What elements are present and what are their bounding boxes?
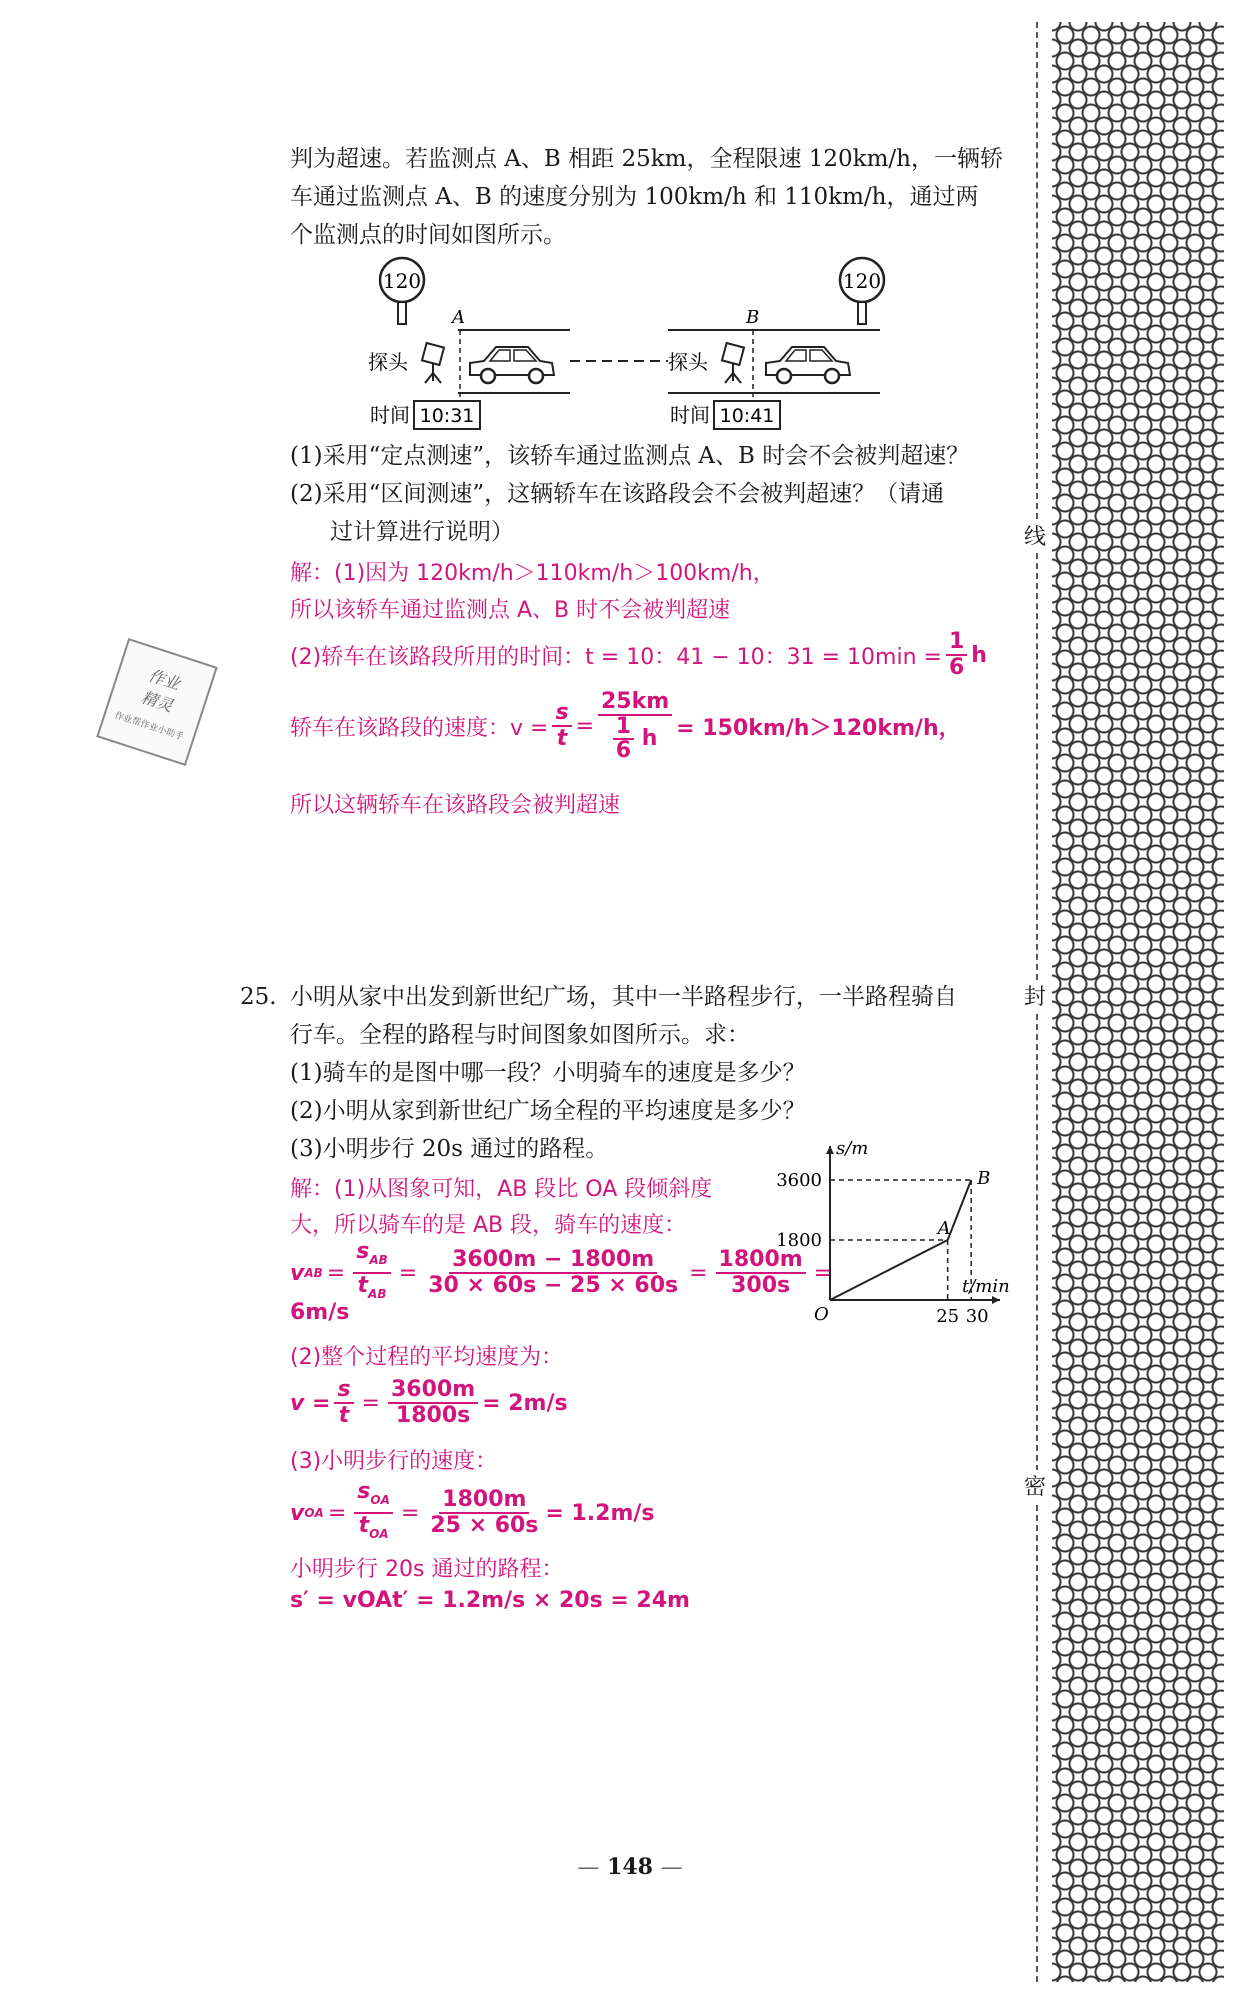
- q24-answer-line4-text: 轿车在该路段的速度：v =: [290, 715, 549, 741]
- page-number-value: 148: [607, 1854, 653, 1880]
- fraction-1800-over-1500: [427, 1488, 541, 1538]
- segment-ab: [948, 1180, 972, 1240]
- subscript: AB: [368, 1287, 387, 1301]
- car-icon-right: [766, 347, 850, 383]
- probe-label-right: 探头: [668, 350, 708, 374]
- q24-answer-line2: 所以该轿车通过监测点 A、B 时不会被判超速: [290, 598, 731, 623]
- q24-sub2-line1: (2)采用“区间测速”，这辆轿车在该路段会不会被判超速？（请通: [290, 481, 945, 507]
- fraction-numerator: 25km: [598, 690, 672, 716]
- q24-sub1: (1)采用“定点测速”，该轿车通过监测点 A、B 时会不会被判超速？: [290, 443, 970, 469]
- binding-pattern-strip: [1052, 22, 1224, 1982]
- fraction-denominator: t: [338, 1403, 350, 1428]
- fraction-one-sixth: [946, 630, 967, 680]
- unit-hour: h: [641, 726, 658, 751]
- q25-walk-equation: v OA = $\frac{s_{OA}}{t_{OA}}$ = $\frac{1800m}{25 \times 60s}$ = 1.2m/s: [290, 1480, 655, 1546]
- subscript: OA: [370, 1493, 390, 1507]
- x-tick-label: 25: [936, 1306, 960, 1327]
- avg-speed-result: = 2m/s: [482, 1390, 568, 1416]
- fraction-denominator: 6: [948, 655, 965, 680]
- fraction-s-over-t: [334, 1378, 353, 1428]
- fraction-denominator: [610, 716, 661, 762]
- q25-avg-equation: v = $\frac{s}{t}$ = $\frac{3600m}{1800s}$ = 2m/s: [290, 1377, 568, 1428]
- stamp-line3: 作业帮作业小助手: [113, 710, 185, 743]
- q25-result1: 6m/s: [290, 1300, 350, 1325]
- q24-intro-line: 个监测点的时间如图所示。: [290, 222, 566, 248]
- fraction-denominator: 30 × 60s − 25 × 60s: [428, 1273, 679, 1298]
- fraction-soa-over-toa: [354, 1480, 393, 1546]
- unit-hour: h: [971, 642, 987, 668]
- fraction-numerator: 1800m: [716, 1248, 806, 1274]
- x-axis-arrow: [992, 1296, 1000, 1304]
- fraction-numerator: 1: [946, 630, 967, 656]
- s-symbol: s: [356, 1239, 370, 1264]
- q25-answer-avg-label: (2)整个过程的平均速度为：: [290, 1345, 564, 1370]
- q25-intro-line1: 小明从家中出发到新世纪广场，其中一半路程步行，一半路程骑自: [290, 984, 957, 1010]
- v-symbol: v: [290, 1260, 305, 1286]
- point-b-label: B: [977, 1168, 991, 1189]
- subscript: OA: [369, 1527, 389, 1541]
- margin-label-line: 线: [1018, 520, 1052, 551]
- probe-label-left: 探头: [368, 350, 408, 374]
- time-value-right: 10:41: [719, 405, 775, 427]
- fraction-denominator: 300s: [731, 1273, 791, 1298]
- q25-sub1: (1)骑车的是图中哪一段？小明骑车的速度是多少？: [290, 1060, 806, 1086]
- margin-label-secret: 密: [1018, 1470, 1052, 1501]
- x-axis-label: t/min: [962, 1276, 1010, 1297]
- q24-answer-line4: [290, 690, 961, 762]
- q24-sub2-line2: 过计算进行说明）: [330, 519, 514, 545]
- q24-intro: [290, 140, 1003, 254]
- fraction-numerator: 3600m − 1800m: [449, 1248, 657, 1274]
- q24-speed-result: = 150km/h＞120km/h，: [676, 715, 961, 741]
- q24-intro-line: 判为超速。若监测点 A、B 相距 25km，全程限速 120km/h，一辆轿: [290, 146, 1003, 172]
- fraction-denominator: t: [556, 726, 568, 751]
- q25-answer-walk-label: (3)小明步行的速度：: [290, 1449, 498, 1474]
- fraction-distance-diff: [425, 1248, 681, 1298]
- point-b-label: B: [746, 307, 760, 328]
- origin-label: O: [814, 1304, 829, 1325]
- q25-answer-line2: 大，所以骑车的是 AB 段，骑车的速度：: [290, 1213, 687, 1238]
- q25-vab-equation: v AB = $\frac{s_{AB}}{t_{AB}}$ = $\frac{3600m - 1800m}{30 \times 60s - 25 \times 60s}$ = $\frac{1800m}{300s}$ =: [290, 1240, 836, 1306]
- fraction-sab-over-tab: [353, 1240, 391, 1306]
- sign-left-text: 120: [382, 269, 422, 293]
- homework-stamp: [96, 638, 218, 766]
- distance-time-chart: [760, 1138, 1020, 1330]
- time-label-right: 时间: [670, 403, 710, 427]
- fraction-distance-over-time: [598, 690, 672, 762]
- page-number: — 148 —: [577, 1854, 683, 1880]
- q25-dist-equation: s′ = vOAt′ = 1.2m/s × 20s = 24m: [290, 1588, 690, 1613]
- fraction-denominator: 6: [615, 738, 632, 763]
- fraction-numerator: s: [334, 1378, 353, 1404]
- q25-number: 25.: [240, 984, 277, 1010]
- q25-answer-dist-label: 小明步行 20s 通过的路程：: [290, 1557, 564, 1582]
- stamp-line1: 作业: [146, 665, 183, 694]
- v-equals: v =: [290, 1390, 331, 1416]
- subscript: AB: [304, 1266, 323, 1280]
- sign-right-text: 120: [842, 269, 882, 293]
- time-value-left: 10:31: [419, 405, 475, 427]
- speed-camera-figure: [370, 255, 890, 435]
- fraction-3600-over-1800: [388, 1378, 478, 1428]
- subscript: AB: [369, 1253, 388, 1267]
- margin-label-seal: 封: [1018, 980, 1052, 1011]
- point-a-label: A: [937, 1218, 951, 1239]
- equals-sign: =: [575, 713, 594, 739]
- q24-answer-line5: 所以这辆轿车在该路段会被判超速: [290, 793, 621, 818]
- y-tick-label: 1800: [776, 1230, 822, 1251]
- fraction-numerator: 3600m: [388, 1378, 478, 1404]
- stamp-line2: 精灵: [138, 687, 176, 716]
- time-label-left: 时间: [370, 403, 410, 427]
- t-symbol: t: [357, 1273, 369, 1298]
- y-axis-label: s/m: [836, 1138, 869, 1159]
- q24-intro-line: 车通过监测点 A、B 的速度分别为 100km/h 和 110km/h，通过两: [290, 184, 979, 210]
- q25-answer-line1: 解：(1)从图象可知，AB 段比 OA 段倾斜度: [290, 1177, 713, 1202]
- fraction-numerator: 1800m: [439, 1488, 529, 1514]
- subscript: OA: [304, 1506, 324, 1520]
- fraction-numerator: s: [552, 701, 571, 727]
- fraction-denominator: 1800s: [395, 1403, 471, 1428]
- walk-speed-result: = 1.2m/s: [545, 1500, 655, 1526]
- fraction-numerator: 1: [613, 716, 634, 740]
- q25-intro-line2: 行车。全程的路程与时间图象如图所示。求：: [290, 1022, 750, 1048]
- q24-answer-line1: 解：(1)因为 120km/h＞110km/h＞100km/h，: [290, 561, 775, 586]
- segment-oa: [830, 1240, 948, 1300]
- point-a-label: A: [452, 307, 465, 328]
- q24-answer-line3: [290, 630, 987, 680]
- q24-answer-line3-text: (2)轿车在该路段所用的时间：t = 10：41 − 10：31 = 10min =: [290, 644, 942, 670]
- y-axis-arrow: [826, 1146, 834, 1154]
- nested-fraction: [613, 716, 634, 762]
- q25-sub2: (2)小明从家到新世纪广场全程的平均速度是多少？: [290, 1098, 806, 1124]
- y-tick-label: 3600: [776, 1170, 822, 1191]
- car-icon-left: [470, 347, 554, 383]
- s-symbol: s: [357, 1479, 371, 1504]
- v-symbol: v: [290, 1500, 305, 1526]
- fraction-denominator: 25 × 60s: [430, 1513, 539, 1538]
- q25-sub3: (3)小明步行 20s 通过的路程。: [290, 1136, 609, 1162]
- t-symbol: t: [358, 1513, 370, 1538]
- x-tick-label: 30: [965, 1306, 989, 1327]
- fraction-s-over-t: [552, 701, 571, 751]
